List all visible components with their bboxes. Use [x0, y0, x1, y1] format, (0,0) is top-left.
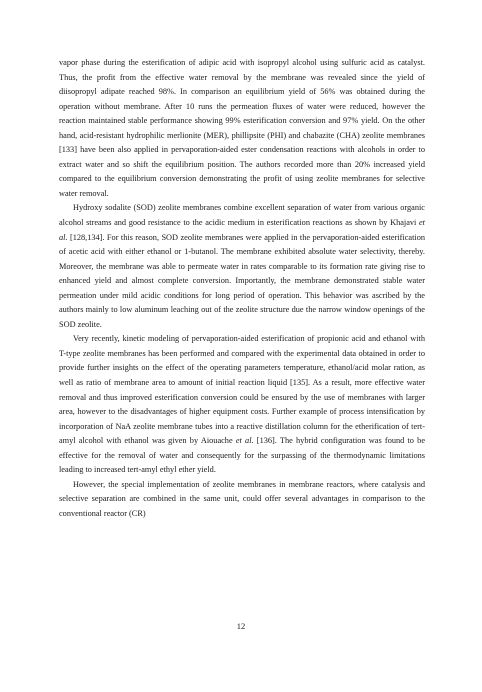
paragraph-4	[59, 478, 425, 522]
page-number: 12	[236, 621, 246, 631]
paragraph-1-text: vapor phase during the esterification of adipic acid with isopropyl alcohol using sulfuric acid as catalyst. Thus, the profit from the effective water removal by the membrane was revealed since the yield of diisopropyl adipate reached 98%. In comparison an equilibrium yield of 56% was obtained during the operation without membrane. After 10 runs the permeation fluxes of water were reduced, however the reaction maintained stable performance showing 99% esterification conversion and 97% yield. On the other hand, acid-resistant hydrophilic merlionite (MER), phillipsite (PHI) and chabazite (CHA) zeolite membranes [133] have been also applied in pervaporation-aided ester condensation reactions with alcohols in order to extract water and so shift the equilibrium position. The authors recorded more than 20% increased yield compared to the equilibrium conversion demonstrating the profit of using zeolite membranes for selective water removal.	[59, 58, 425, 198]
paragraph-2	[59, 201, 425, 332]
paragraph-4-text: However, the special implementation of zeolite membranes in membrane reactors, where catalysis and selective separation are combined in the same unit, could offer several advantages in comparison to the conventional reactor (CR)	[59, 479, 425, 518]
paragraph-1	[59, 56, 425, 201]
body-text	[59, 56, 425, 522]
paragraph-3-text-a: Very recently, kinetic modeling of pervaporation-aided esterification of propionic acid and ethanol with T-type zeolite membranes has been performed and compared with the experimental data obtained in order to provide further insights on the effect of the operating parameters temperature, ethanol/acid molar ration, as well as ratio of membrane area to amount of initial reaction liquid [135]. As a result, more effective water removal and thus improved esterification conversion could be ensured by the use of membranes with larger area, however to the disadvantages of higher equipment costs. Further example of process intensification by incorporation of NaA zeolite membrane tubes into a reactive distillation column for the etherification of tert-amyl alcohol with ethanol was given by Aiouache	[59, 334, 425, 446]
paragraph-3	[59, 332, 425, 477]
paragraph-2-text-a: Hydroxy sodalite (SOD) zeolite membranes combine excellent separation of water from various organic alcohol streams and good resistance to the acidic medium in esterification reactions as shown by Khajavi	[59, 203, 425, 228]
paragraph-2-text-b: [128,134]. For this reason, SOD zeolite membranes were applied in the pervaporation-aided esterification of acetic acid with either ethanol or 1-butanol. The membrane exhibited absolute water selectivity, thereby. Moreover, the membrane was able to permeate water in rates comparable to its formation rate giving rise to enhanced yield and almost complete conversion. Importantly, the membrane demonstrated stable water permeation under mild acidic conditions for long period of operation. This behavior was ascribed by the authors mainly to low aluminum leaching out of the zeolite structure due the narrow window openings of the SOD zeolite.	[59, 232, 425, 329]
citation-et-al: et al.	[59, 218, 425, 242]
citation-et-al: et al.	[235, 436, 254, 446]
paragraph-3-text-b: [136]. The hybrid configuration was found to be effective for the removal of water and consequently for the surpassing of the thermodynamic limitations leading to increased tert-amyl ethyl ether yield.	[59, 436, 425, 475]
